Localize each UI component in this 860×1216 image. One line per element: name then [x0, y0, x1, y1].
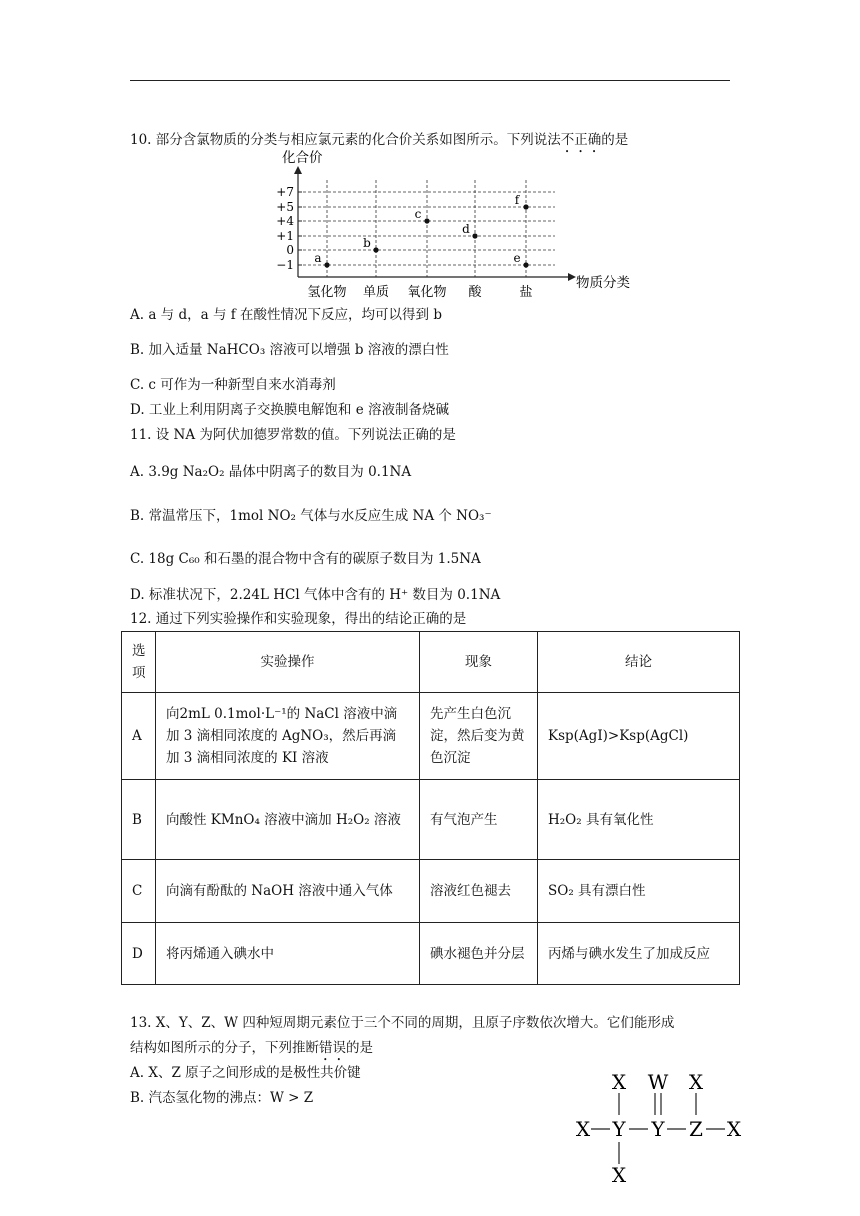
q11-option-d: D. 标准状况下，2.24L HCl 气体中含有的 H⁺ 数目为 0.1NA	[130, 587, 501, 603]
point-label-d: d	[462, 222, 470, 236]
header-conclusion: 结论	[538, 632, 740, 693]
point-label-b: b	[363, 236, 371, 250]
row-conclusion: SO₂ 具有漂白性	[538, 860, 740, 923]
row-operation: 向滴有酚酞的 NaOH 溶液中通入气体	[156, 860, 420, 923]
row-phenomenon: 溶液红色褪去	[420, 860, 538, 923]
q13-option-b: B. 汽态氢化物的沸点：W > Z	[130, 1090, 314, 1106]
header-rule	[130, 80, 730, 81]
row-option: A	[122, 693, 156, 780]
x-axis-arrow	[568, 273, 576, 281]
q11-stem: 11. 设 NA 为阿伏加德罗常数的值。下列说法正确的是	[130, 427, 456, 443]
q13-option-a: A. X、Z 原子之间形成的是极性共价键	[130, 1065, 361, 1081]
row-option: D	[122, 923, 156, 985]
point-label-a: a	[314, 251, 322, 265]
atom-x-right: X	[726, 1117, 742, 1141]
atom-y-1: Y	[612, 1117, 626, 1141]
chart-x-ticks	[307, 284, 532, 300]
point-b	[373, 247, 378, 252]
y-tick-label: 0	[286, 243, 294, 257]
row-option: B	[122, 780, 156, 860]
y-tick-label: +5	[276, 200, 294, 214]
row-conclusion: H₂O₂ 具有氧化性	[538, 780, 740, 860]
chart-points	[314, 193, 528, 268]
atom-y-2: Y	[651, 1117, 665, 1141]
atom-x-bottom: X	[611, 1163, 627, 1186]
row-conclusion: 丙烯与碘水发生了加成反应	[538, 923, 740, 985]
row-conclusion: Ksp(AgI)>Ksp(AgCl)	[538, 693, 740, 780]
row-operation: 向酸性 KMnO₄ 溶液中滴加 H₂O₂ 溶液	[156, 780, 420, 860]
chart-axes	[294, 166, 576, 281]
header-phenomenon: 现象	[420, 632, 538, 693]
point-d	[472, 233, 477, 238]
table-header-row	[122, 632, 740, 693]
table-row	[122, 780, 740, 860]
y-tick-label: +7	[276, 185, 294, 199]
x-tick-label: 盐	[519, 285, 533, 300]
q10-option-a: A. a 与 d，a 与 f 在酸性情况下反应，均可以得到 b	[130, 307, 442, 323]
y-axis-arrow	[294, 166, 302, 174]
header-operation: 实验操作	[156, 632, 420, 693]
q10-stem: 10. 部分含氯物质的分类与相应氯元素的化合价关系如图所示。下列说法不正确的是	[130, 132, 629, 148]
chart-y-ticks	[276, 185, 294, 272]
atom-x-top-right: X	[688, 1070, 704, 1094]
row-operation: 将丙烯通入碘水中	[156, 923, 420, 985]
q10-option-d: D. 工业上利用阴离子交换膜电解饱和 e 溶液制备烧碱	[130, 402, 449, 418]
q10-option-b: B. 加入适量 NaHCO₃ 溶液可以增强 b 溶液的漂白性	[130, 342, 449, 358]
atom-z: Z	[689, 1117, 703, 1141]
y-tick-label: +1	[276, 229, 294, 243]
y-tick-label: +4	[276, 214, 294, 228]
q12-stem: 12. 通过下列实验操作和实验现象，得出的结论正确的是	[130, 611, 467, 627]
point-a	[324, 262, 329, 267]
atom-x-left: X	[575, 1117, 591, 1141]
molecule-structure-diagram	[570, 1068, 750, 1186]
q13-stem-line2: 结构如图所示的分子，下列推断错误的是	[130, 1040, 373, 1056]
row-operation: 向2mL 0.1mol·L⁻¹的 NaCl 溶液中滴加 3 滴相同浓度的 AgNO₃，然后再滴加 3 滴相同浓度的 KI 溶液	[156, 693, 420, 780]
x-tick-label: 氢化物	[307, 285, 347, 300]
point-f	[523, 204, 528, 209]
row-phenomenon: 先产生白色沉淀，然后变为黄色沉淀	[420, 693, 538, 780]
row-phenomenon: 碘水褪色并分层	[420, 923, 538, 985]
q11-option-a: A. 3.9g Na₂O₂ 晶体中阴离子的数目为 0.1NA	[130, 464, 412, 480]
row-option: C	[122, 860, 156, 923]
y-tick-label: −1	[276, 258, 294, 272]
table-row	[122, 693, 740, 780]
atom-x-top-left: X	[611, 1070, 627, 1094]
table-row	[122, 923, 740, 985]
point-label-f: f	[514, 193, 520, 207]
point-label-c: c	[414, 207, 422, 221]
q10-option-c: C. c 可作为一种新型自来水消毒剂	[130, 377, 336, 393]
valence-chart	[270, 150, 640, 302]
table-row	[122, 860, 740, 923]
row-phenomenon: 有气泡产生	[420, 780, 538, 860]
chart-x-label: 物质分类	[576, 275, 630, 291]
chart-y-label: 化合价	[282, 150, 323, 166]
experiment-table	[121, 631, 740, 985]
q11-option-c: C. 18g C₆₀ 和石墨的混合物中含有的碳原子数目为 1.5NA	[130, 551, 481, 567]
header-option: 选项	[122, 632, 156, 693]
x-tick-label: 单质	[362, 285, 390, 300]
x-tick-label: 氧化物	[407, 285, 447, 300]
point-label-e: e	[513, 251, 521, 265]
atom-w-top: W	[647, 1070, 669, 1094]
x-tick-label: 酸	[468, 285, 482, 300]
point-c	[424, 218, 429, 223]
q13-stem-line1: 13. X、Y、Z、W 四种短周期元素位于三个不同的周期，且原子序数依次增大。它们能形成	[130, 1015, 675, 1031]
q11-option-b: B. 常温常压下，1mol NO₂ 气体与水反应生成 NA 个 NO₃⁻	[130, 508, 492, 524]
point-e	[523, 262, 528, 267]
